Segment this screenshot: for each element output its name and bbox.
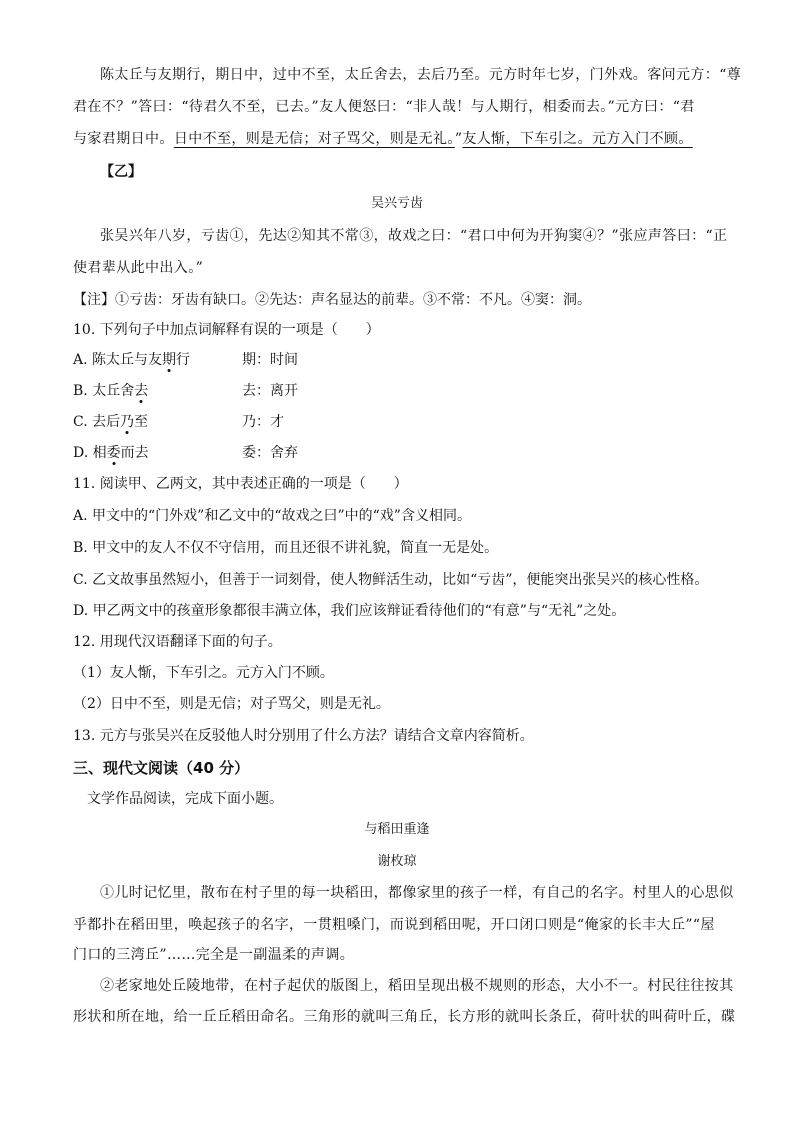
q11-option-b: B. 甲文中的友人不仅不守信用，而且还很不讲礼貌，简直一无是处。 (73, 540, 499, 556)
q10-option-c-pre: C. 去后 (73, 414, 121, 430)
passage-jia-line-3-plain: 与家君期日中。 (73, 131, 174, 147)
passage-jia-quote-mark: ” (454, 131, 463, 147)
q10-option-b-gloss: 去：离开 (242, 383, 298, 399)
passage-yi-note: 【注】①亏齿：牙齿有缺口。②先达：声名显达的前辈。③不常：不凡。④窦：洞。 (73, 292, 591, 308)
passage-yi-title: 吴兴亏齿 (370, 196, 423, 211)
section-3-intro: 文学作品阅读，完成下面小题。 (87, 791, 283, 807)
q11-stem: 11. 阅读甲、乙两文，其中表述正确的一项是（ ） (73, 476, 408, 492)
article-p1-line-1: ①儿时记忆里，散布在村子里的每一块稻田，都像家里的孩子一样，有自己的名字。村里人的心思似 (100, 885, 734, 901)
article-p2-line-1: ②老家地处丘陵地带，在村子起伏的版图上，稻田呈现出极不规则的形态，大小不一。村民往往按其 (100, 978, 734, 994)
q10-option-d (73, 443, 149, 463)
q10-option-c-dotted-word: 乃 (120, 414, 135, 430)
passage-yi-label: 【乙】 (100, 164, 142, 180)
q10-stem: 10. 下列句子中加点词解释有误的一项是（ ） (73, 322, 380, 338)
passage-yi-line-2: 使君辈从此中出入。” (73, 260, 204, 276)
passage-jia-line-3 (73, 129, 693, 149)
q10-option-b-dotted-word: 去 (134, 383, 149, 399)
q10-option-b-pre: B. 太丘舍 (73, 383, 135, 399)
q10-option-a-dotted-word: 期 (162, 352, 177, 368)
q10-option-d-gloss: 委：舍弃 (242, 445, 298, 461)
q10-option-d-dotted-word: 委 (106, 445, 121, 461)
q11-option-a: A. 甲文中的“门外戏”和乙文中的“故戏之曰”中的“戏”含义相同。 (73, 508, 471, 524)
q12-item-2: （2）日中不至，则是无信；对子骂父，则是无礼。 (73, 696, 390, 712)
q10-option-a-pre: A. 陈太丘与友 (73, 352, 163, 368)
q13-stem: 13. 元方与张吴兴在反驳他人时分别用了什么方法？请结合文章内容简析。 (73, 728, 534, 744)
q12-stem: 12. 用现代汉语翻译下面的句子。 (73, 634, 282, 650)
section-3-heading: 三、现代文阅读（40 分） (73, 759, 250, 777)
passage-jia-line-1: 陈太丘与友期行，期日中，过中不至，太丘舍去，去后乃至。元方时年七岁，门外戏。客问元方：“尊 (100, 67, 742, 83)
article-p1-line-3: 门口的三湾丘”……完全是一副温柔的声调。 (73, 947, 355, 963)
q10-option-a-post: 行 (176, 352, 191, 368)
passage-yi-line-1: 张吴兴年八岁，亏齿①，先达②知其不常③，故戏之曰：“君口中何为开狗窦④？”张应声答曰：“正 (100, 228, 728, 244)
passage-jia-underlined-sentence-1: 日中不至，则是无信；对子骂父，则是无礼。 (173, 131, 455, 147)
q10-option-c-post: 至 (134, 414, 149, 430)
article-author: 谢枚琼 (377, 854, 417, 869)
q10-option-b (73, 381, 148, 401)
q10-option-c (73, 412, 148, 432)
passage-jia-line-2: 君在不？”答曰：“待君久不至，已去。”友人便怒曰：“非人哉！与人期行，相委而去。”元方曰：“君 (73, 99, 695, 115)
q12-item-1: （1）友人惭，下车引之。元方入门不顾。 (73, 665, 334, 681)
q11-option-d: D. 甲乙两文中的孩童形象都很丰满立体，我们应该辩证看待他们的“有意”与“无礼”之处。 (73, 603, 626, 619)
article-p1-line-2: 乎都扑在稻田里，唤起孩子的名字，一贯粗嗓门，而说到稻田呢，开口闭口则是“俺家的长丰大丘”“屋 (73, 917, 715, 933)
q10-option-a-gloss: 期：时间 (242, 352, 298, 368)
passage-jia-underlined-sentence-2: 友人惭，下车引之。元方入门不顾。 (462, 131, 693, 147)
article-p2-line-2: 形状和所在地，给一丘丘稻田命名。三角形的就叫三角丘，长方形的就叫长条丘，荷叶状的叫荷叶丘，碟 (73, 1009, 736, 1025)
q10-option-c-gloss: 乃：才 (242, 414, 284, 430)
q10-option-d-post: 而去 (120, 445, 149, 461)
q10-option-d-pre: D. 相 (73, 445, 107, 461)
q11-option-c: C. 乙文故事虽然短小，但善于一词刻骨，使人物鲜活生动，比如“亏齿”，便能突出张吴兴的核心性格。 (73, 572, 709, 588)
q10-option-a (73, 350, 190, 370)
article-title: 与稻田重逢 (364, 822, 430, 837)
